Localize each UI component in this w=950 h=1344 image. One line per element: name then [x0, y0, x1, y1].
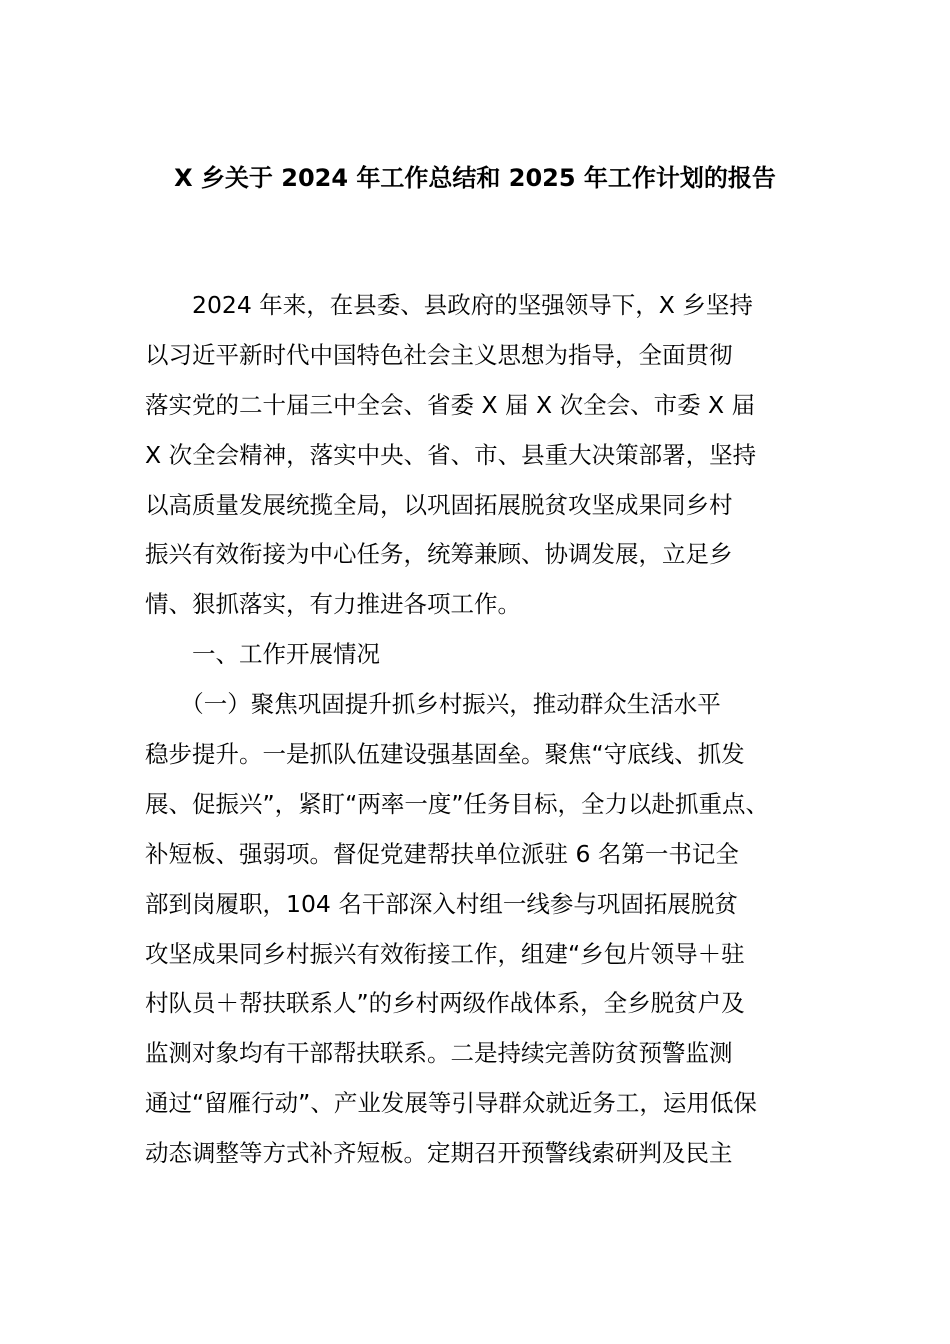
body-line: 补短板、强弱项。督促党建帮扶单位派驻 6 名第一书记全	[145, 839, 739, 868]
body-line: 部到岗履职，104 名干部深入村组一线参与巩固拓展脱贫	[145, 889, 738, 918]
body-line: 稳步提升。一是抓队伍建设强基固垒。聚焦“守底线、抓发	[145, 740, 745, 769]
body-line: 动态调整等方式补齐短板。定期召开预警线索研判及民主	[145, 1139, 733, 1168]
body-line: X 次全会精神，落实中央、省、市、县重大决策部署，坚持	[145, 440, 757, 469]
body-line: 落实党的二十届三中全会、省委 X 届 X 次全会、市委 X 届	[145, 390, 756, 419]
section-heading: 一、工作开展情况	[145, 640, 380, 669]
document-body	[145, 281, 815, 1179]
body-line: 通过“留雁行动”、产业发展等引导群众就近务工，运用低保	[145, 1089, 757, 1118]
body-line: 2024 年来，在县委、县政府的坚强领导下，X 乡坚持	[145, 291, 753, 319]
body-line: 村队员＋帮扶联系人”的乡村两级作战体系，全乡脱贫户及	[145, 989, 745, 1018]
document-title: X 乡关于 2024 年工作总结和 2025 年工作计划的报告	[174, 164, 776, 192]
body-line: 以高质量发展统揽全局，以巩固拓展脱贫攻坚成果同乡村	[145, 490, 733, 519]
body-line: （一）聚焦巩固提升抓乡村振兴，推动群众生活水平	[145, 690, 721, 719]
body-line: 以习近平新时代中国特色社会主义思想为指导，全面贯彻	[145, 340, 733, 369]
body-line: 振兴有效衔接为中心任务，统筹兼顾、协调发展，立足乡	[145, 540, 733, 569]
body-line: 展、促振兴”，紧盯“两率一度”任务目标，全力以赴抓重点、	[145, 789, 770, 818]
body-line: 攻坚成果同乡村振兴有效衔接工作，组建“乡包片领导＋驻	[145, 939, 745, 968]
body-line: 监测对象均有干部帮扶联系。二是持续完善防贫预警监测	[145, 1039, 733, 1068]
body-line: 情、狠抓落实，有力推进各项工作。	[145, 590, 521, 619]
